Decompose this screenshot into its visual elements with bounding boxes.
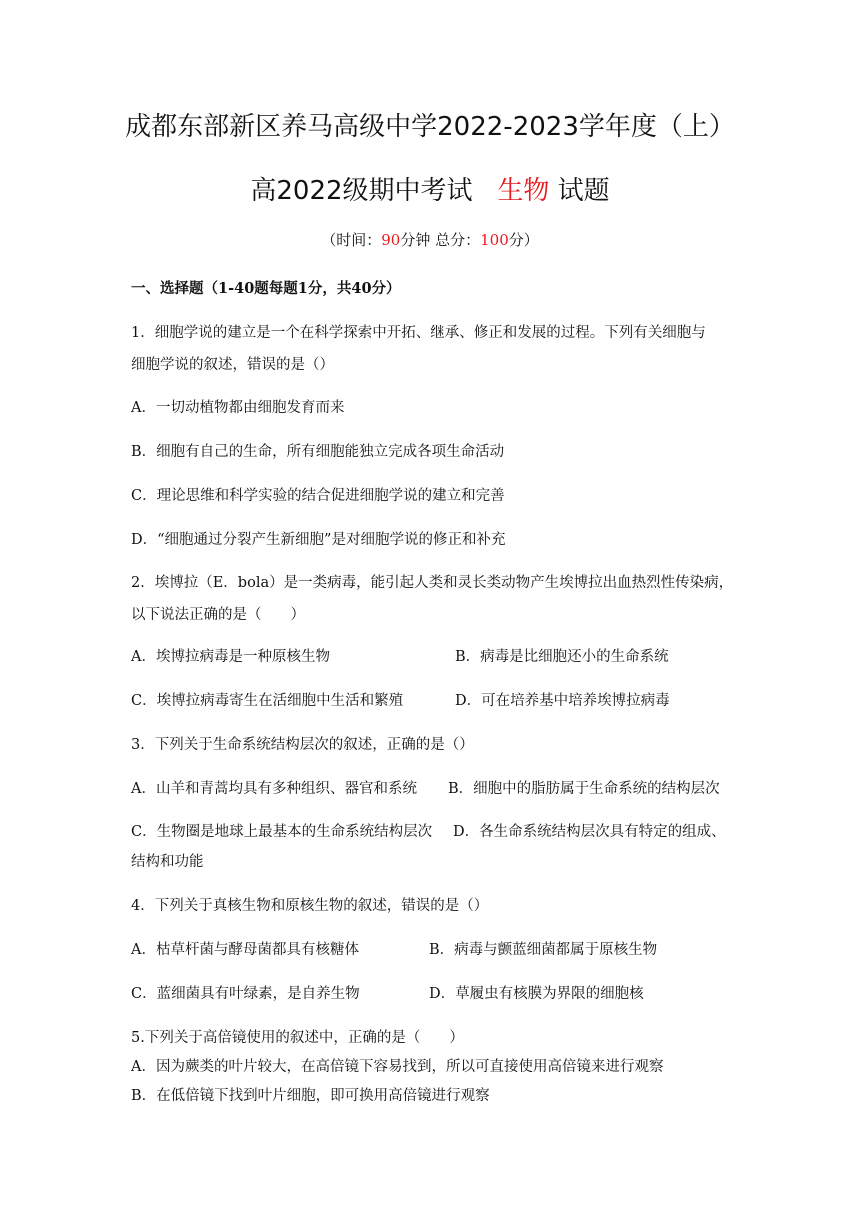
meta-close: 分）	[508, 231, 539, 249]
q4-option-a: A．枯草杆菌与酵母菌都具有核糖体	[131, 942, 359, 958]
q2-option-d: D．可在培养基中培养埃博拉病毒	[455, 693, 670, 709]
q5-option-b: B．在低倍镜下找到叶片细胞，即可换用高倍镜进行观察	[131, 1088, 490, 1104]
meta-open: （时间：	[321, 231, 382, 249]
exam-suffix: 试题	[557, 176, 610, 206]
q2-stem-line2: 以下说法正确的是（ ）	[131, 607, 305, 623]
section-heading: 一、选择题（1-40题每题1分，共40分）	[131, 280, 401, 297]
q1-option-c: C．理论思维和科学实验的结合促进细胞学说的建立和完善	[131, 488, 505, 504]
q1-option-d: D．“细胞通过分裂产生新细胞”是对细胞学说的修正和补充	[131, 532, 506, 548]
q4-option-c: C．蓝细菌具有叶绿素，是自养生物	[131, 986, 360, 1002]
meta-mid: 分钟 总分：	[400, 231, 481, 249]
q1-option-b: B．细胞有自己的生命，所有细胞能独立完成各项生命活动	[131, 444, 505, 460]
subject-name: 生物	[497, 176, 550, 206]
q4-option-b: B．病毒与颤蓝细菌都属于原核生物	[429, 942, 658, 958]
q2-option-c: C．埃博拉病毒寄生在活细胞中生活和繁殖	[131, 693, 404, 709]
exam-title-line2	[0, 170, 860, 207]
q3-stem: 3．下列关于生命系统结构层次的叙述，正确的是（）	[131, 737, 474, 753]
q4-option-d: D．草履虫有核膜为界限的细胞核	[429, 986, 644, 1002]
q3-option-a: A．山羊和青蒿均具有多种组织、器官和系统	[131, 781, 417, 797]
q2-option-a: A．埃博拉病毒是一种原核生物	[131, 649, 330, 665]
q1-option-a: A．一切动植物都由细胞发育而来	[131, 400, 345, 416]
score-value: 100	[480, 231, 509, 249]
q3-option-d: D．各生命系统结构层次具有特定的组成、	[453, 824, 726, 840]
q3-option-b: B．细胞中的脂肪属于生命系统的结构层次	[448, 781, 720, 797]
q3-option-d-cont: 结构和功能	[131, 854, 204, 870]
q2-stem-line1: 2．埃博拉（E．bola）是一类病毒，能引起人类和灵长类动物产生埃博拉出血热烈性传染病，	[131, 575, 734, 591]
q2-option-b: B．病毒是比细胞还小的生命系统	[455, 649, 669, 665]
exam-title-line1: 成都东部新区养马高级中学2022-2023学年度（上）	[125, 112, 735, 142]
q5-option-a: A．因为蕨类的叶片较大，在高倍镜下容易找到，所以可直接使用高倍镜来进行观察	[131, 1059, 664, 1075]
time-value: 90	[381, 231, 401, 249]
exam-name: 高2022级期中考试	[250, 176, 473, 206]
exam-meta	[0, 229, 860, 250]
q5-stem: 5.下列关于高倍镜使用的叙述中，正确的是（ ）	[131, 1030, 464, 1046]
q4-stem: 4．下列关于真核生物和原核生物的叙述，错误的是（）	[131, 898, 489, 914]
q3-option-c: C．生物圈是地球上最基本的生命系统结构层次	[131, 824, 433, 840]
q1-stem-line2: 细胞学说的叙述，错误的是（）	[131, 357, 334, 373]
q1-stem-line1: 1．细胞学说的建立是一个在科学探索中开拓、继承、修正和发展的过程。下列有关细胞与	[131, 325, 706, 341]
